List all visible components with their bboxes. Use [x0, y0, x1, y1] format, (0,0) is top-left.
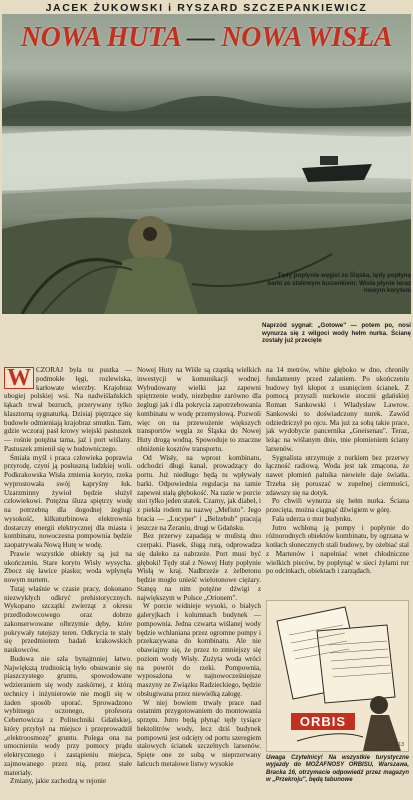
- article-paragraph: W CZORAJ była tu pustka — podmokłe łęgi, rozlewiska, karłowate wierzby. Krajobraz ubogiej polskiej wsi. Na nadwiślańskich łąkach trwał bezruch, przerywany tylko klasztorną sygnaturką. Dzisiaj piętrzące się budowle odmieniają krajobraz smutku. Tam, gdzie wczoraj pasł krowy wiejski pastuszek — rośnie potężna tama, jaź i port wiślany. Pastuszek zmienił się w budowniczego.: [4, 365, 132, 453]
- orbis-advertisement: [266, 600, 409, 752]
- photo-caption-diver: Naprzód sygnał: „Gotowe" — potem po, nosi wynurza się z wilgoci wody hełm nurka. Ścianę zostały już przecięte: [262, 322, 411, 345]
- article-paragraph: Sygnalista utrzymuje z nurkiem bez przerwy łączność radiową. Woda jest tak zmącona, że nawet płomień palnika niewiele daje światła. Trzeba się poruszać w zupełnej ciemności, zdawszy się na dotyk.: [266, 453, 409, 497]
- article-paragraph: Tutaj właśnie w czasie pracy, dokonano niezwykłych odkryć prehistorycznych. Wykopano szczątki zwierząt z okresu przedlodowcowego oraz dobrze zakonserwowane olbrzymie dęby, które pokrywały tutejszy teren. Odkrycia te stały się przedmiotem badań krakowskich naukowców.: [4, 584, 132, 654]
- headline-part-1: NOWA HUTA: [20, 22, 181, 53]
- drop-cap: W: [4, 367, 34, 389]
- headline: [2, 22, 411, 54]
- article-paragraph: W porcie widnieje wysoki, o białych galeryjkach i kolumnach budynek — pompownia. Jedna czwarta wiślanej wody będzie wchłaniana przez ogromne pompy i przekazywana do kombinatu. Ale nie obawiajmy się, że przez to zmniejszy się poziom wody Wisły. Zużyta woda wróci na powrót do rzeki. Pompownia, wyposażona w najnowocześniejsze maszyny ze Związku Radzieckiego, będzie obsługiwana przez niewielką załogę.: [137, 602, 261, 698]
- article-column-2: [137, 366, 261, 769]
- article-paragraph: Bez przerwy zapadają w mulistą dno czerpaki. Piasek, ślugą rurą, odprowadza się daleko za nabrzeże. Port musi być głęboki! Tędy stal z Nowej Huty popłynie Wisłą w kraj. Nadbrzeże z żelbetonu będzie mogło unieść wielotonowe ciężary. Stanęą na nim potężne dźwigi z największym w Polsce „Orionem".: [137, 532, 261, 602]
- headline-dash: —: [180, 22, 222, 53]
- article-paragraph: Zmiany, jakie zachodzą w rejonie: [10, 777, 107, 786]
- photo-illustration: [2, 14, 411, 314]
- photo-caption-top: Tędy popłynie węgiel ze Śląska, tędy popłyną barki ze stalowym łuszenkiem: Wisła płynie teraz nowym korytem: [267, 272, 411, 295]
- article-paragraph: W niej bowiem trwały prace nad ostatnim przygotowaniem do montowania sprzętu. Jutro będą płynąć tędy tysiące hektolitrów wody, lecz dziś budynek pompowni jest odcięty od portu szeregiem stalowych ścianek szczelnych larsenów. Spięte one ze sobą w nieprzerwany łańcuch metalowe listwy wysokie: [137, 698, 261, 768]
- ad-caption: Uwaga Czytelnicy! Na wszystkie turystyczne wyjazdy do MOZAFNOSY ORBISU, Warszawa, Bracka 16, otrzymacie odpowiedź przez magazyn w „Przekroju", będą tabunowe: [266, 755, 409, 784]
- river-diver-photo: [2, 14, 411, 314]
- article-paragraph: Fala uderza o mur budynku.: [272, 514, 353, 523]
- article-column-3: [266, 366, 409, 576]
- article-paragraph: Nowej Huty na Wiśle są cząstką wielkich inwestycji w komunikacji wodnej. Wybudowany wielki jaz zapewni spiętrzenie wody, niezbędne zarówno dla żeglugi jak i dla pokrycia zapotrzebowania kombinatu w wodę przemysłową. Pozwoli więc on na przewożenie większych transportów węgla ze Śląska do Nowej Huty drogą wodną. Spowoduje to znaczne obniżenie kosztów transportu.: [137, 366, 261, 453]
- ad-code: IC—3013: [382, 742, 404, 748]
- article-paragraph: Śmiała myśl i praca człowieka poprawia przyrodę, czyni ją posłuszną ludzkiej woli. Podkrakowska Wisła zmienia koryto, rzeka wyprostowała swój kapryśny łuk. Uzarzminny żywioł będzie służył człowiekowi. Potężna śluza spiętrzy wodę na potrzebną dla dogodnej żeglugi wysokość, kilkuturbinowa elektrownia dostarczy energii elektrycznej dla miasta i kombinatu, nowoczesna pompownia będzie zaopatrywała Nową Hutę w wodę.: [4, 453, 132, 549]
- article-paragraph: Prawie wszystkie obiekty są już na ukończeniu. Stare koryto Wisły wysycha. Zbocz się ławice piasku; woda wpłynęła nowym nurtem.: [4, 549, 132, 584]
- authors-line: JACEK ŻUKOWSKI i RYSZARD SZCZEPANKIEWICZ: [45, 2, 368, 14]
- headline-part-2: NOWA WISŁA: [221, 22, 393, 53]
- article-column-1: [4, 366, 132, 786]
- article-paragraph: Od Wisły, na wprost kombinatu, odchodzi długi kanał, prowadzący do portu. Już niedługo będą tu wpływały barki. Odpowiednia regulacja na tamie zapewni stałą głębokość. Na razie w porcie stoi tylko jeden statek. Czarny, jak diabeł, i z piekła rodem na nazwę „Mefisto". Jego bracia — „Lucyper" i „Belzebub" pracują jeszcze na Żeraniu, drugi w Gdańsku.: [137, 453, 261, 532]
- article-paragraph: Po chwili wynurza się hełm nurka. Ściana przecięta, można ciągnąć dźwigiem w górę.: [266, 497, 409, 514]
- orbis-logo: ORBIS: [291, 713, 355, 730]
- article-paragraph: Budowa nie szła bynajmniej łatwo. Największą trudnością było obsuwanie się piaszczystego gruntu, spowodowane wdzieraniem się wody zaskórnej, z którą technicy i inżynierowie nie mogli się w żaden sposób uporać. Sprowadzono wybitnego uczonego, profesora Cebertowicza z Politechniki Gdańskiej, który przybył na miejsce i przeprowadził „elektroosmozę" gruntu. Polega ona na umocnieniu wody przy pomocy prądu elektrycznego i zastąpieniu miejsca, zajmowanego przez nią, przez stałe materiały.: [4, 654, 132, 777]
- article-paragraph: Jutro wchłoną ją pompy i popłynie do różnorodnych obiektów kombinatu, by ogrzana w kotłach słonecznych stali budowy, by ożebiać stal z Martenów i napełniać wnet chłodniczne wielkich pieców, by popłynąć w sieci żyłami rur po odcinkach, obiektach i zarządach.: [266, 523, 409, 576]
- article-paragraph: na 14 metrów, white głęboko w dno, chroniły fundamenty przed zalaniem. Po ukończeniu budowy był kłopot z usunięciem ścianek. Z pomocą przyszli nurkowie stoczni gdańskiej Roman Sankowski i Władysław Lawrow. Sankowski to doświadczony nurek. Zawód odziedziczył po ojcu. Ma już za sobą takie prace, jak wydobycie pancernika „Gneisenau". Teraz, leżąc na wiślanym dnie, tnie płomieniem ściany larsenów.: [266, 366, 409, 453]
